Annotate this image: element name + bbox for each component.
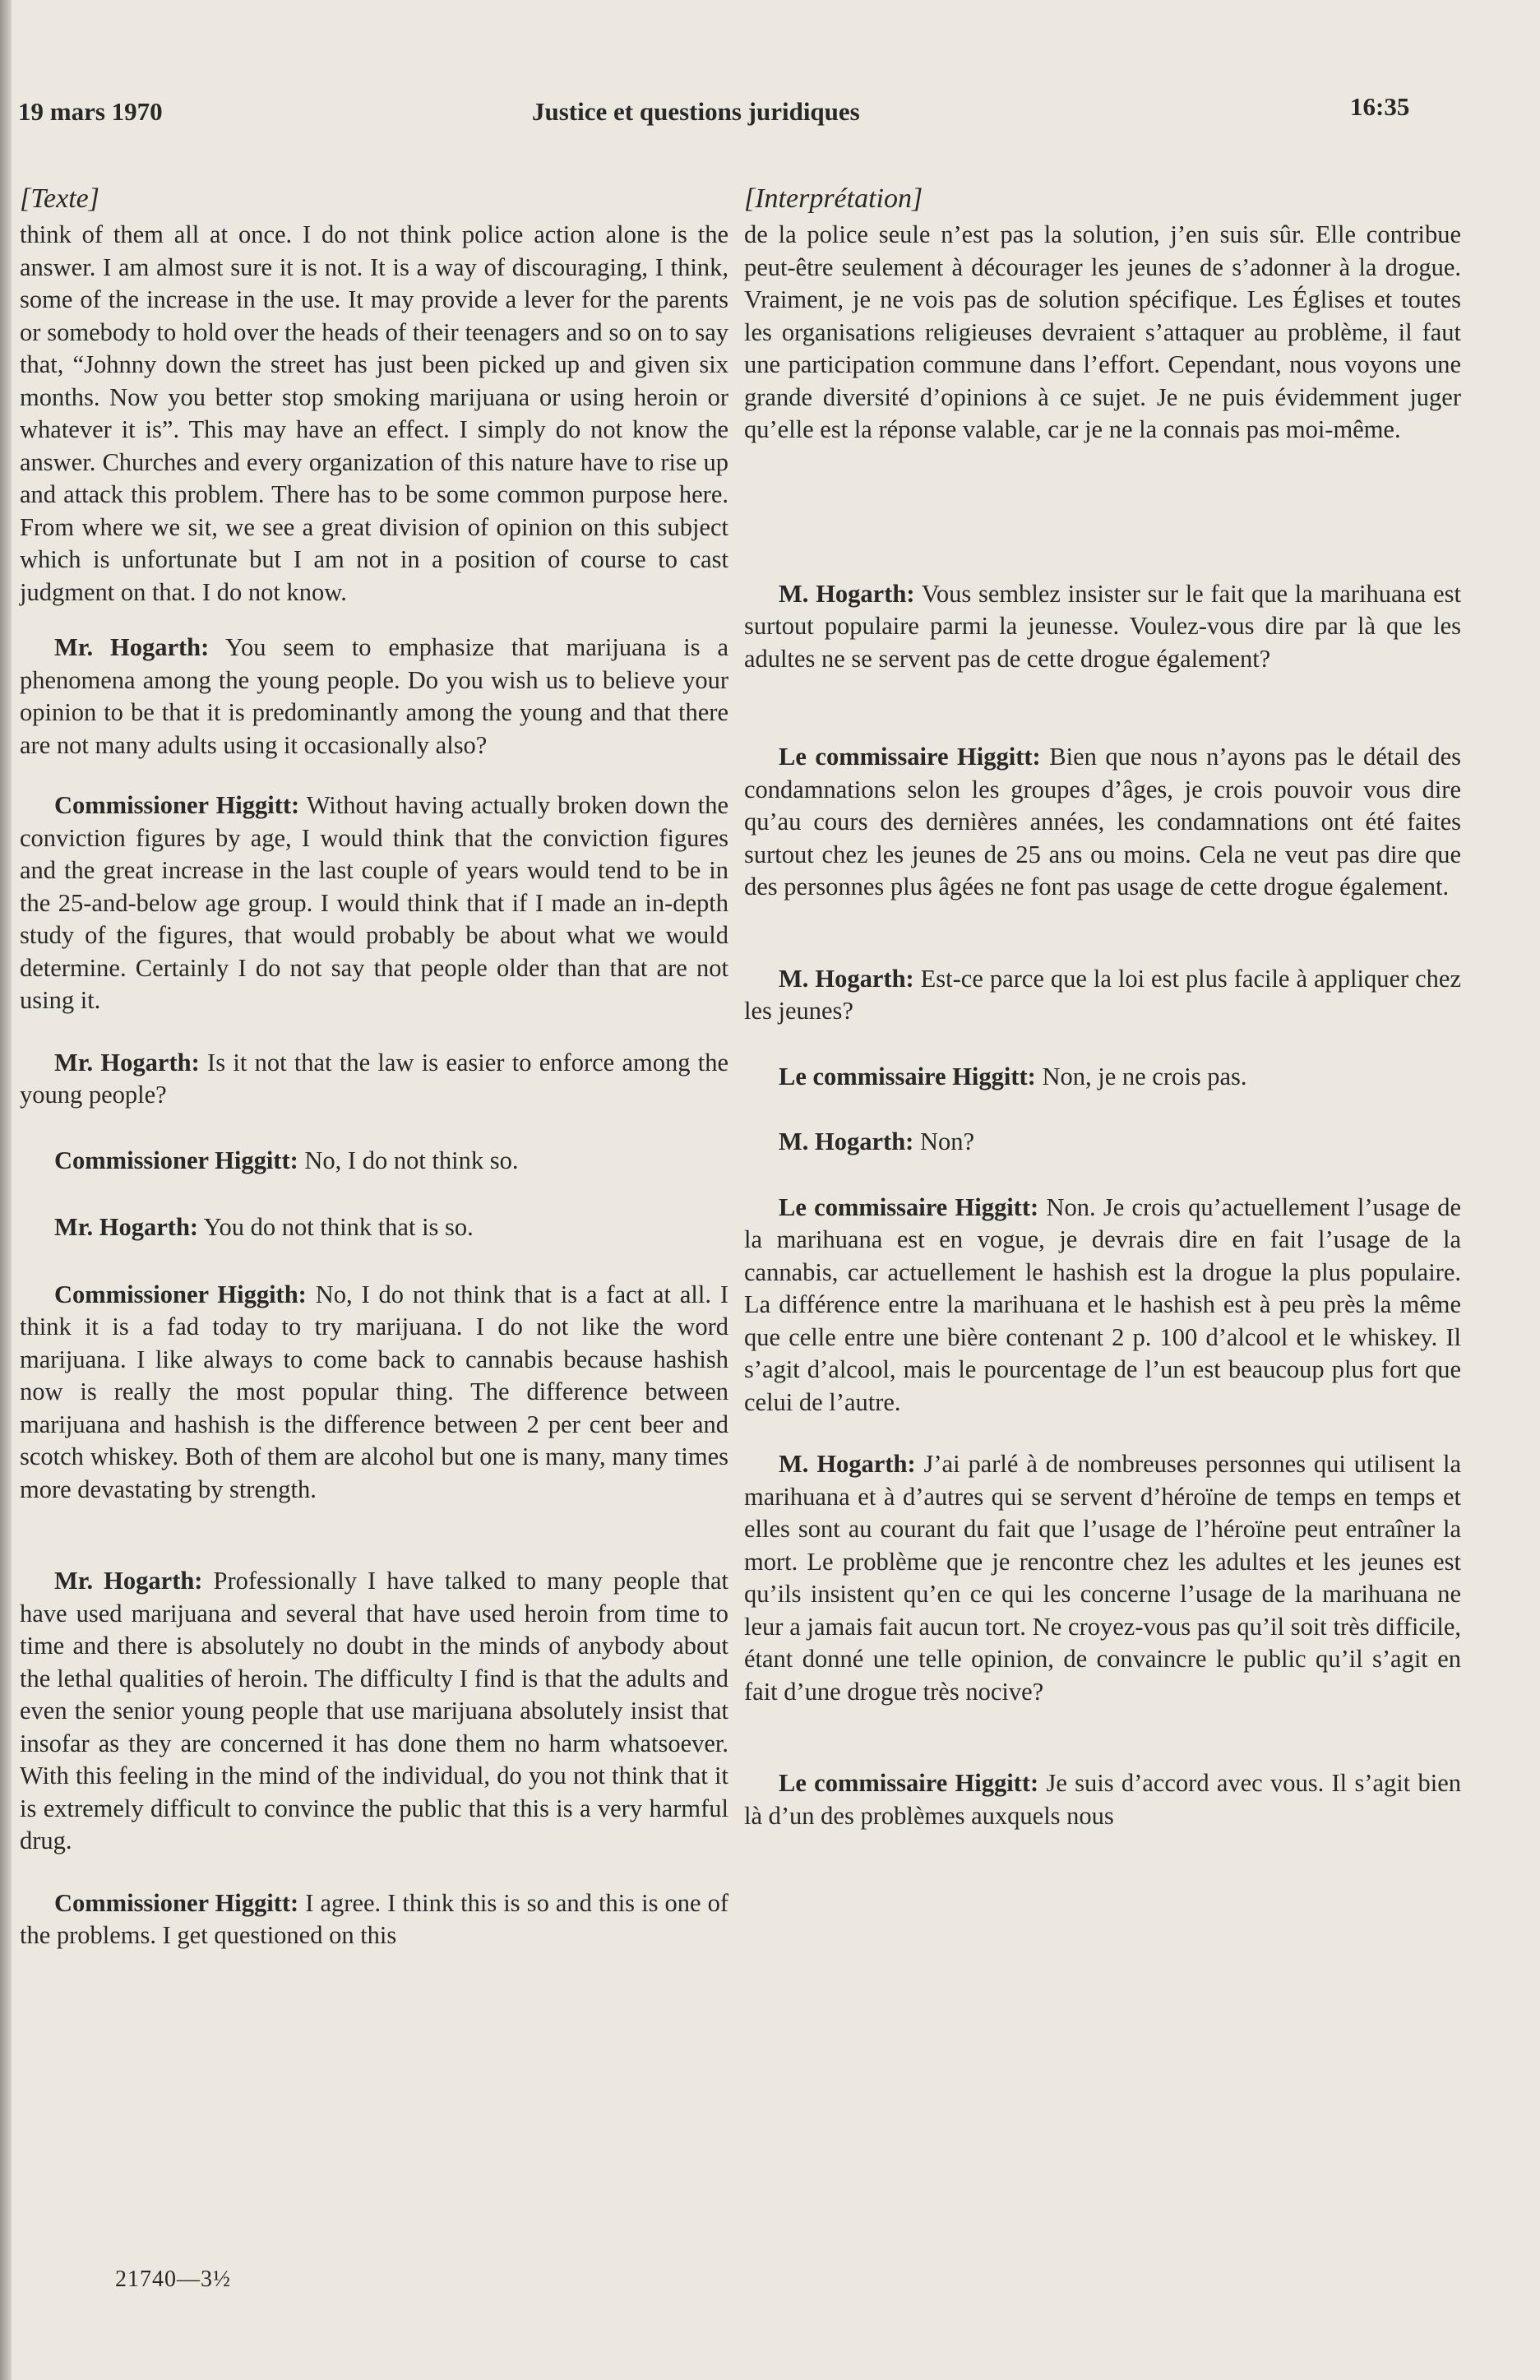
speaker-name: Commissioner Higgitt: xyxy=(54,1146,298,1174)
paragraph xyxy=(744,1448,1461,1708)
english-column xyxy=(20,181,728,1952)
paragraph xyxy=(20,789,728,1017)
speaker-name: Le commissaire Higgitt: xyxy=(779,1192,1039,1221)
speaker-name: Mr. Hogarth: xyxy=(54,1048,200,1077)
header-date: 19 mars 1970 xyxy=(18,97,163,126)
paragraph-text: Professionally I have talked to many people that have used marijuana and several that have used heroin from time to time and there is absolutely no doubt in the minds of anybody about the lethal qualities of heroin. The difficulty I find is that the adults and even the senior young people that use marijuana absolutely insist that insofar as they are concerned it has done them no harm whatsoever. With this feeling in the mind of the individual, do you not think that it is extremely difficult to convince the public that this is a very harmful drug. xyxy=(20,1567,728,1854)
paragraph-text: You seem to emphasize that marijuana is a phenomena among the young people. Do you wish us to believe your opinion to be that it is predominantly among the young and that there are not many adults using it occasionally also? xyxy=(20,633,729,759)
speaker-name: M. Hogarth: xyxy=(779,964,914,993)
paragraph-text: I agree. I think this is so and this is one of the problems. I get questioned on this xyxy=(20,1888,729,1949)
section-label-texte: [Texte] xyxy=(20,183,99,214)
paragraph xyxy=(20,1145,728,1178)
paragraph-text: Non. Je crois qu’actuellement l’usage de la marihuana est en vogue, je devrais dire en fait l’usage de la cannabis, car actuellement le hashish est la drogue la plus populaire. La différence entre la marihuana et le hashish est à peu près la même que celle entre une bière contenant 2 p. 100 d’alcool et le whiskey. Il s’agit d’alcool, mais le pourcentage de l’un est beaucoup plus fort que celui de l’autre. xyxy=(744,1192,1462,1416)
paragraph xyxy=(744,219,1461,447)
paragraph xyxy=(20,1211,728,1244)
paragraph xyxy=(744,1061,1461,1094)
paragraph-text: Est-ce parce que la loi est plus facile à appliquer chez les jeunes? xyxy=(744,964,1461,1025)
paragraph xyxy=(744,578,1461,676)
speaker-name: M. Hogarth: xyxy=(779,1450,916,1478)
paragraph-text: No, I do not think that is a fact at all. I think it is a fad today to try marijuana. I do not like the word marijuana. I like always to come back to cannabis because hashish now is really the most popular thing. The difference between marijuana and hashish is the difference between 2 per cent beer and scotch whiskey. Both of them are alcohol but one is many, many times more devastating by strength. xyxy=(20,1280,728,1503)
speaker-name: Mr. Hogarth: xyxy=(54,1567,203,1595)
speaker-name: M. Hogarth: xyxy=(779,579,915,608)
speaker-name: Mr. Hogarth: xyxy=(54,1213,199,1241)
paragraph-text: Vous semblez insister sur le fait que la marihuana est surtout populaire parmi la jeunesse. Voulez-vous dire par là que les adultes ne se servent pas de cette drogue également? xyxy=(744,579,1461,673)
speaker-name: Commissioner Higgitt: xyxy=(54,1888,299,1917)
speaker-name: Commissioner Higgith: xyxy=(54,1280,307,1308)
paragraph xyxy=(744,1192,1461,1419)
paragraph-text: No, I do not think so. xyxy=(304,1146,519,1174)
paragraph xyxy=(20,1279,728,1507)
speaker-name: Mr. Hogarth: xyxy=(54,633,210,661)
french-column xyxy=(744,181,1461,1832)
page-header xyxy=(18,92,1432,133)
section-label-texte-text: Texte xyxy=(30,183,89,214)
header-title: Justice et questions juridiques xyxy=(532,97,860,126)
section-label-interpretation-text: Interprétation xyxy=(755,183,912,214)
section-label-interpretation: [Interprétation] xyxy=(744,183,923,214)
paragraph xyxy=(744,963,1461,1028)
header-time: 16:35 xyxy=(1350,92,1410,121)
paragraph xyxy=(20,632,728,762)
speaker-name: Le commissaire Higgitt: xyxy=(779,1769,1039,1797)
paragraph xyxy=(20,1047,728,1112)
paragraph-text: Without having actually broken down the conviction figures by age, I would think that the conviction figures and the great increase in the last couple of years would tend to be in the 25-and-below age group. I would think that if I made an in-depth study of the figures, that would probably be about what we would determine. Certainly I do not say that people older than that are not using it. xyxy=(20,791,729,1014)
paragraph xyxy=(744,741,1461,904)
speaker-name: Le commissaire Higgitt: xyxy=(779,743,1041,771)
paragraph xyxy=(744,1126,1461,1159)
paragraph xyxy=(744,1767,1461,1832)
page-footer-code: 21740—3½ xyxy=(115,2267,231,2292)
paragraph-text: think of them all at once. I do not think police action alone is the answer. I am almost sure it is not. It is a way of discouraging, I think, some of the increase in the use. It may provide a lever for the parents or somebody to hold over the heads of their teenagers and so on to say that, “Johnny down the street has just been picked up and given six months. Now you better stop smoking marijuana or using heroin or whatever it is”. This may have an effect. I simply do not know the answer. Churches and every organization of this nature have to rise up and attack this problem. There has to be some common purpose here. From where we sit, we see a great division of opinion on this subject which is unfortunate but I am not in a position of course to cast judgment on that. I do not know. xyxy=(20,220,728,606)
paragraph-text: Non? xyxy=(919,1127,975,1155)
paragraph xyxy=(20,219,728,609)
paragraph-text: Is it not that the law is easier to enforce among the young people? xyxy=(20,1048,729,1109)
paragraph-text: Bien que nous n’ayons pas le détail des condamnations selon les groupes d’âges, je crois pouvoir vous dire qu’au cours des dernières années, les condamnations ont été faites surtout chez les jeunes de 25 ans ou moins. Cela ne veut pas dire que des personnes plus âgées ne font pas usage de cette drogue également. xyxy=(744,743,1461,901)
speaker-name: Le commissaire Higgitt: xyxy=(779,1062,1036,1090)
paragraph xyxy=(20,1565,728,1858)
paragraph-text: de la police seule n’est pas la solution, j’en suis sûr. Elle contribue peut-être seulement à décourager les jeunes de s’adonner à la drogue. Vraiment, je ne vois pas de solution spécifique. Les Églises et toutes les organisations religieuses devraient s’attaquer au problème, il faut une participation commune dans l’effort. Cependant, nous voyons une grande diversité d’opinions à ce sujet. Je ne puis évidemment juger qu’elle est la réponse valable, car je ne la connais pas moi-même. xyxy=(744,220,1461,443)
page-binding-edge xyxy=(0,0,12,2380)
paragraph-text: Non, je ne crois pas. xyxy=(1042,1062,1247,1090)
speaker-name: Commissioner Higgitt: xyxy=(54,791,300,819)
paragraph-text: Je suis d’accord avec vous. Il s’agit bien là d’un des problèmes auxquels nous xyxy=(744,1769,1461,1830)
paragraph-text: J’ai parlé à de nombreuses personnes qui utilisent la marihuana et à d’autres qui se servent d’héroïne de temps en temps et elles sont au courant du fait que l’usage de l’héroïne peut entraîner la mort. Le problème que je rencontre chez les adultes et les jeunes est qu’ils insistent qu’en ce qui les concerne l’usage de la marihuana ne leur a jamais fait aucun tort. Ne croyez-vous pas qu’il soit très difficile, étant donné une telle opinion, de convaincre le public qu’il s’agit en fait d’une drogue très nocive? xyxy=(744,1450,1461,1706)
paragraph xyxy=(20,1887,728,1952)
paragraph-text: You do not think that is so. xyxy=(203,1213,474,1241)
speaker-name: M. Hogarth: xyxy=(779,1127,914,1155)
